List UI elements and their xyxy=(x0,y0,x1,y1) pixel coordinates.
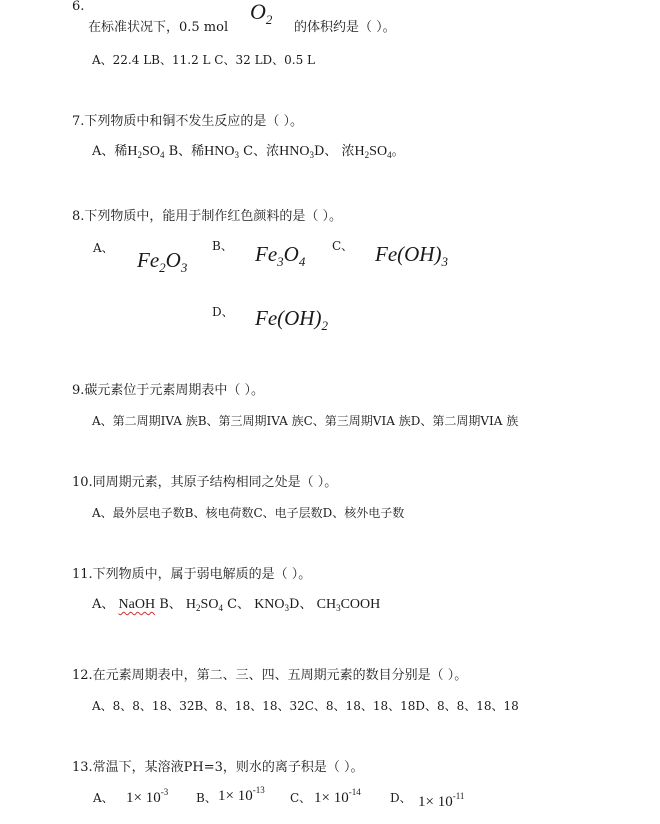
q11-option-c-formula: $KNO_3$ xyxy=(254,597,290,613)
q7-option-a-prefix: 稀 xyxy=(114,144,128,159)
q11-option-d-formula: $CH_3COOH$ xyxy=(316,597,381,613)
q13-option-d-value: $1\times 10^{-11}$ xyxy=(418,791,465,810)
q7-option-d-prefix: 浓 xyxy=(341,144,355,159)
q8-option-a-label: A、 xyxy=(93,241,114,255)
q9-options: A、第二周期IVA 族B、第三周期IVA 族C、第三周期VIA 族D、第二周期VIA 族 xyxy=(92,414,519,428)
q13-option-c-value: $1\times 10^{-14}$ xyxy=(314,787,361,806)
q13-option-a-label: A、 xyxy=(93,791,114,805)
q13-option-a-value: $1\times 10^{-3}$ xyxy=(126,787,169,806)
q7-option-c-formula: $HNO_3$ xyxy=(279,144,314,160)
q7-options xyxy=(92,144,405,160)
q7-end: 。 xyxy=(391,144,405,159)
q13-option-c-label: C、 xyxy=(290,791,312,805)
q13-option-b-label: B、 xyxy=(196,791,217,805)
q11-stem: 11.下列物质中，属于弱电解质的是（ ）。 xyxy=(72,567,312,582)
q10-options: A、最外层电子数B、核电荷数C、电子层数D、核外电子数 xyxy=(92,506,405,520)
q11-option-a-label: A、 xyxy=(92,597,115,612)
q8-option-d-formula: $Fe(OH)_2$ xyxy=(255,306,328,333)
q13-option-b-value: $1\times 10^{-13}$ xyxy=(218,785,265,804)
q6-formula: $O_2$ xyxy=(250,0,273,27)
q11-option-b-label: B、 xyxy=(159,597,182,612)
q7-option-a-formula: $H_2SO_4$ xyxy=(127,144,165,160)
q8-stem: 8.下列物质中，能用于制作红色颜料的是（ ）。 xyxy=(72,209,343,224)
q7-option-d-formula: $H_2SO_4$ xyxy=(354,144,392,160)
q8-option-c-label: C、 xyxy=(332,239,354,253)
q11-option-a-formula: NaOH xyxy=(118,597,156,612)
q10-stem: 10.同周期元素，其原子结构相同之处是（ ）。 xyxy=(72,475,338,490)
q7-option-c-prefix: 浓 xyxy=(266,144,280,159)
q12-stem: 12.在元素周期表中，第二、三、四、五周期元素的数目分别是（ ）。 xyxy=(72,668,468,683)
q7-option-b-prefix: 稀 xyxy=(191,144,205,159)
q6-options: A、22.4 LB、11.2 L C、32 LD、0.5 L xyxy=(92,53,316,67)
q12-options: A、8、8、18、32B、8、18、18、32C、8、18、18、18D、8、8、18、18 xyxy=(92,699,519,713)
q6-stem-part2: 的体积约是（ ）。 xyxy=(294,20,396,35)
q6-stem-part1: 在标准状况下，0.5 mol xyxy=(88,20,229,35)
q8-option-c-formula: $Fe(OH)_3$ xyxy=(375,242,448,269)
q7-option-d-label: D、 xyxy=(313,144,338,159)
q13-stem: 13.常温下，某溶液PH=3，则水的离子积是（ ）。 xyxy=(72,760,364,775)
q7-option-b-formula: $HNO_3$ xyxy=(204,144,239,160)
q11-options xyxy=(92,597,380,613)
q7-stem: 7.下列物质中和铜不发生反应的是（ ）。 xyxy=(72,114,304,129)
q6-number: 6. xyxy=(72,0,85,14)
q13-option-d-label: D、 xyxy=(390,791,412,805)
q11-option-d-label: D、 xyxy=(289,597,313,612)
q9-stem: 9.碳元素位于元素周期表中（ ）。 xyxy=(72,383,265,398)
q7-option-a-label: A、 xyxy=(92,144,115,159)
q8-option-b-label: B、 xyxy=(212,239,233,253)
q8-option-a-formula: $Fe_2O_3$ xyxy=(137,248,188,275)
q11-option-b-formula: $H_2SO_4$ xyxy=(185,597,223,613)
q8-option-d-label: D、 xyxy=(212,305,234,319)
q7-option-c-label: C、 xyxy=(243,144,267,159)
q8-option-b-formula: $Fe_3O_4$ xyxy=(255,242,306,269)
q11-option-c-label: C、 xyxy=(227,597,251,612)
q7-option-b-label: B、 xyxy=(168,144,192,159)
